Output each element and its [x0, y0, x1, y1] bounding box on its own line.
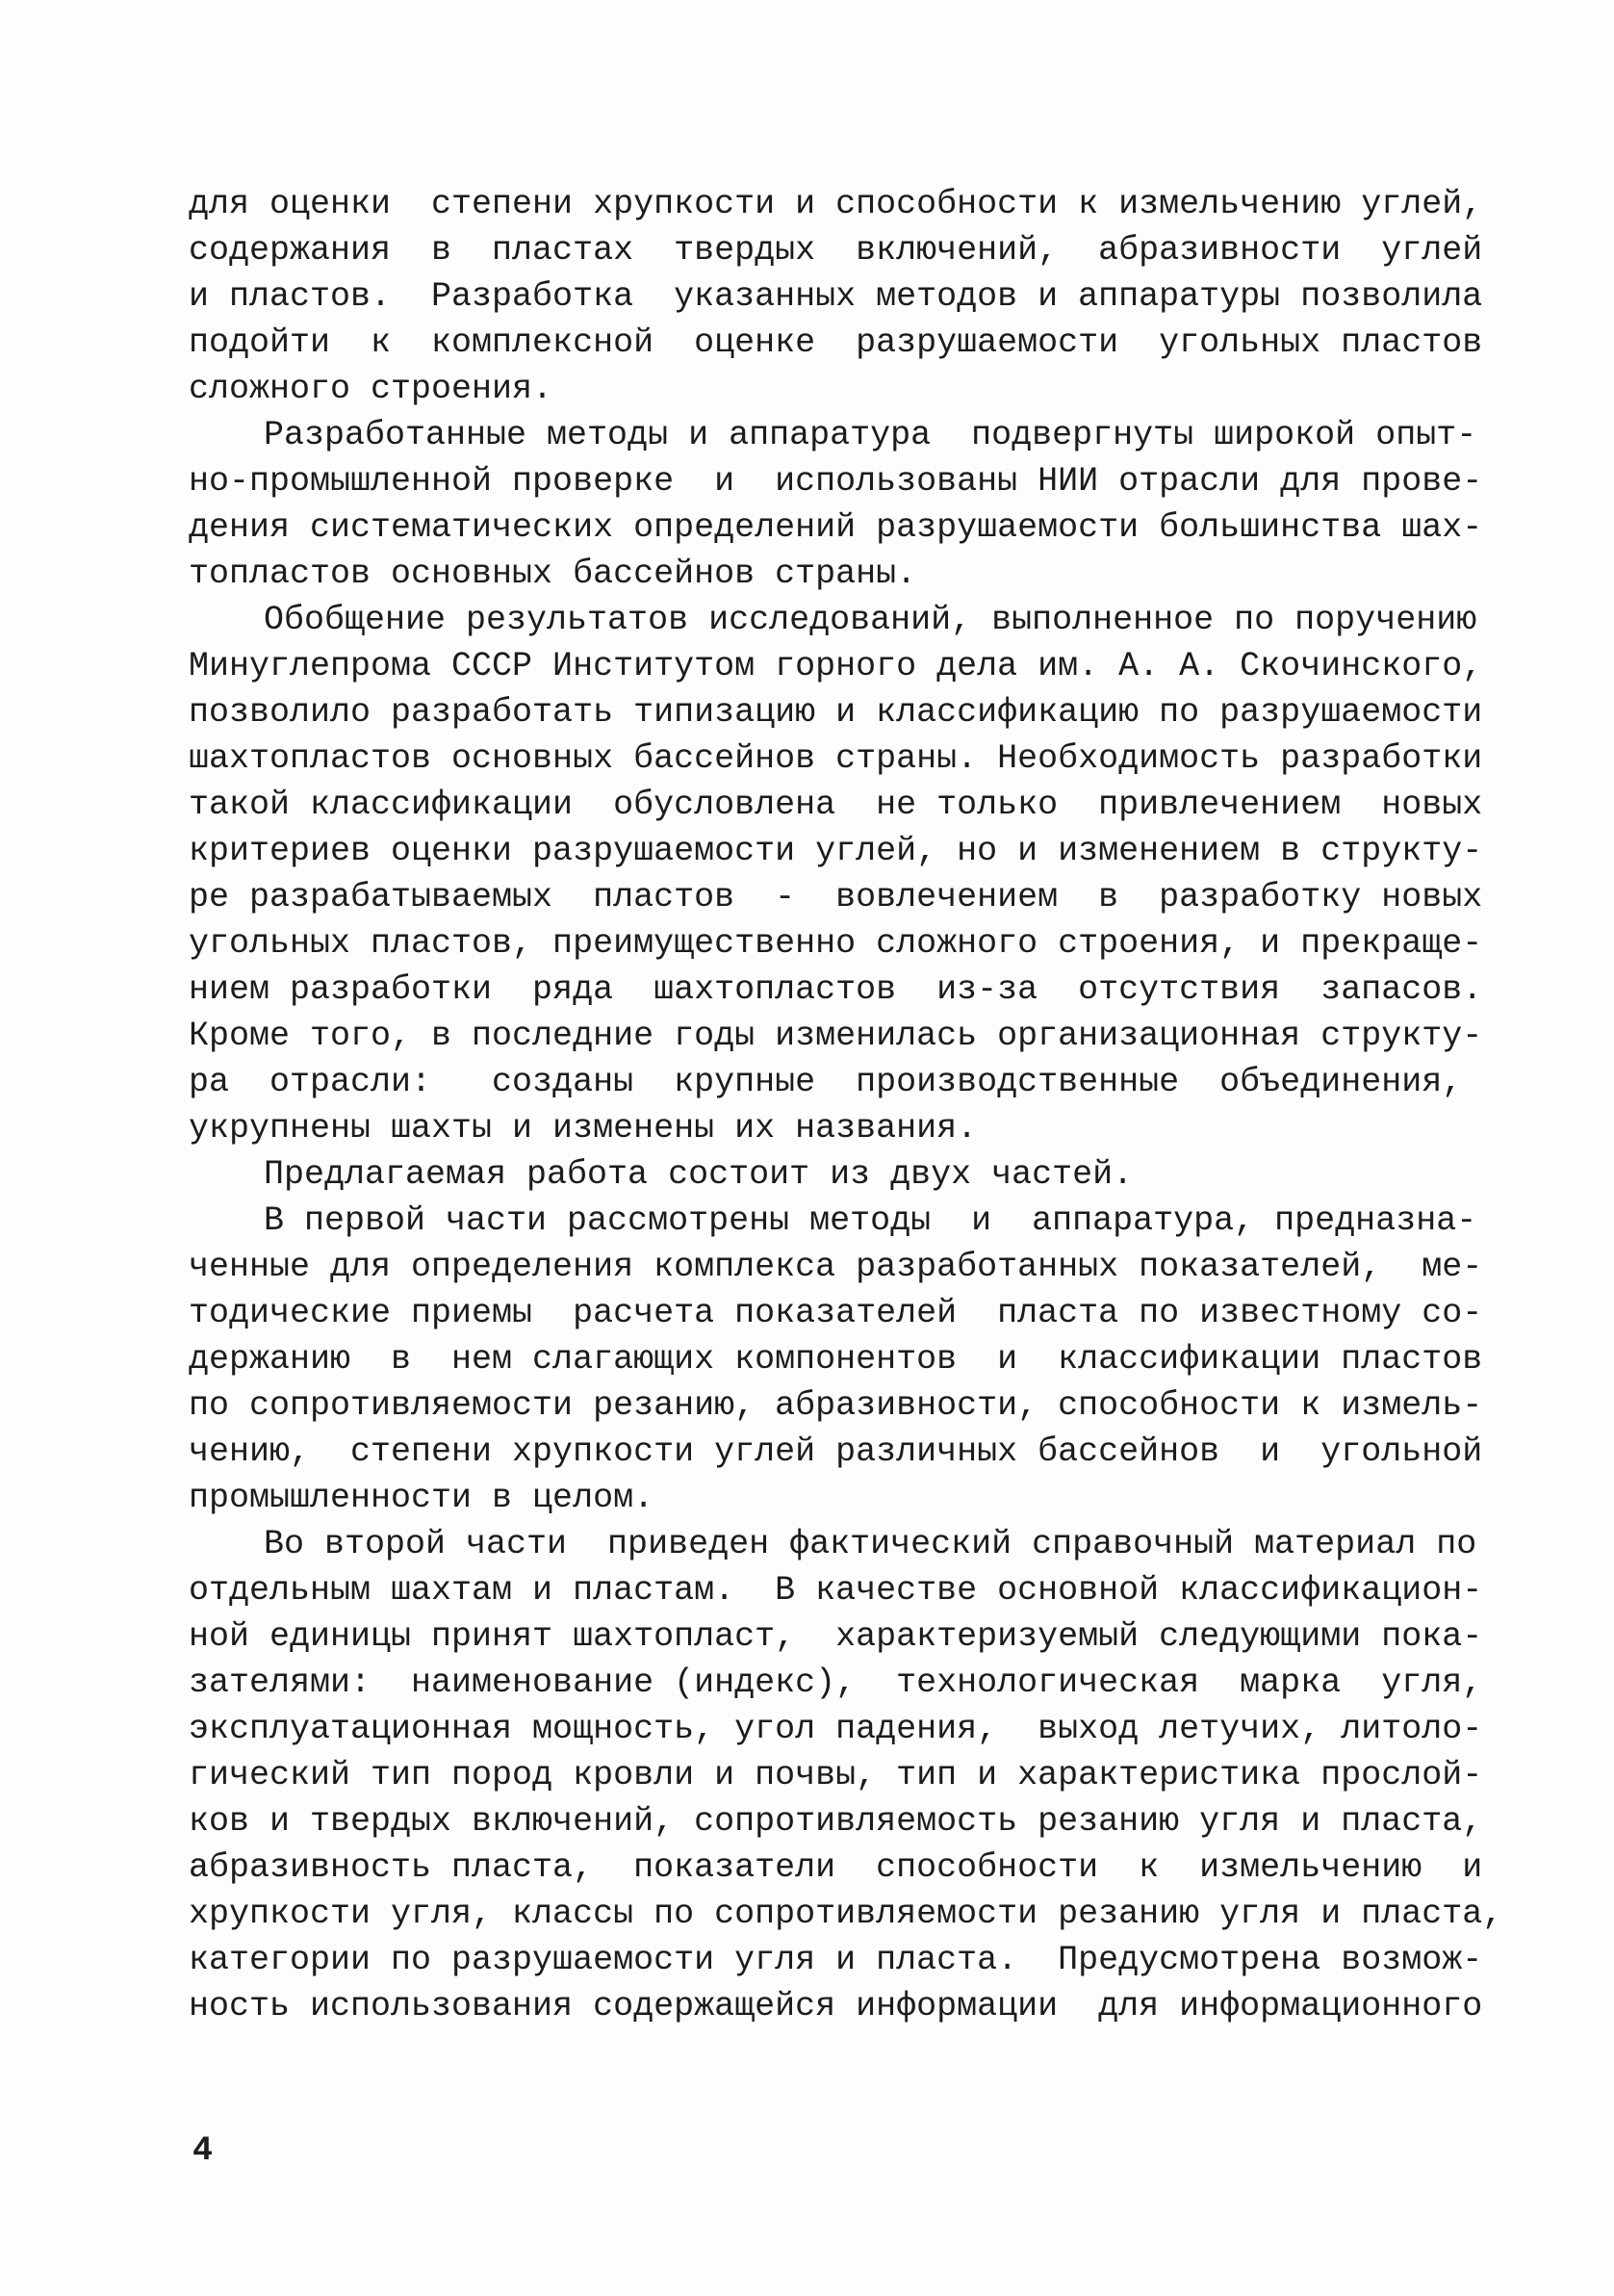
text-line: В первой части рассмотрены методы и аппаратура, предназна-	[264, 1201, 1477, 1240]
text-line: ре разрабатываемых пластов - вовлечением в разработку новых	[189, 878, 1483, 916]
text-line: чению, степени хрупкости углей различных бассейнов и угольной	[189, 1432, 1483, 1471]
text-line: Обобщение результатов исследований, выполненное по поручению	[264, 601, 1477, 639]
text-line: критериев оценки разрушаемости углей, но и изменением в структу-	[189, 832, 1483, 870]
text-line: шахтопластов основных бассейнов страны. Необходимость разработки	[189, 739, 1483, 778]
text-line: дения систематических определений разрушаемости большинства шах-	[189, 508, 1483, 547]
text-line: позволило разработать типизацию и классификацию по разрушаемости	[189, 693, 1483, 732]
text-line: и пластов. Разработка указанных методов и аппаратуры позволила	[189, 277, 1483, 316]
text-line: ков и твердых включений, сопротивляемость резанию угля и пласта,	[189, 1802, 1483, 1841]
text-line: эксплуатационная мощность, угол падения, выход летучих, литоло-	[189, 1710, 1483, 1748]
text-line: промышленности в целом.	[189, 1479, 654, 1517]
text-line: для оценки степени хрупкости и способности к измельчению углей,	[189, 185, 1483, 223]
text-line: но-промышленной проверке и использованы НИИ отрасли для прове-	[189, 462, 1483, 501]
text-line: по сопротивляемости резанию, абразивности, способности к измель-	[189, 1386, 1483, 1425]
text-line: нием разработки ряда шахтопластов из-за отсутствия запасов.	[189, 970, 1483, 1009]
text-line: Минуглепрома СССР Институтом горного дела им. А. А. Скочинского,	[189, 647, 1483, 685]
text-line: содержания в пластах твердых включений, абразивности углей	[189, 231, 1483, 270]
text-line: Во второй части приведен фактический справочный материал по	[264, 1525, 1477, 1563]
text-line: ра отрасли: созданы крупные производственные объединения,	[189, 1063, 1463, 1101]
text-line: такой классификации обусловлена не только привлечением новых	[189, 786, 1483, 824]
text-line: Разработанные методы и аппаратура подвергнуты широкой опыт-	[264, 416, 1477, 454]
text-line: ченные для определения комплекса разработанных показателей, ме-	[189, 1248, 1483, 1286]
text-line: угольных пластов, преимущественно сложного строения, и прекраще-	[189, 924, 1483, 963]
text-line: отдельным шахтам и пластам. В качестве основной классификацион-	[189, 1571, 1483, 1610]
text-line: топластов основных бассейнов страны.	[189, 555, 917, 593]
text-line: ность использования содержащейся информации для информационного	[189, 1987, 1483, 2025]
text-line: укрупнены шахты и изменены их названия.	[189, 1109, 978, 1148]
text-line: сложного строения.	[189, 370, 553, 408]
text-line: Предлагаемая работа состоит из двух частей.	[264, 1155, 1134, 1194]
text-line: хрупкости угля, классы по сопротивляемости резанию угля и пласта,	[189, 1895, 1503, 1933]
text-line: гический тип пород кровли и почвы, тип и характеристика прослой-	[189, 1756, 1483, 1794]
text-line: ной единицы принят шахтопласт, характеризуемый следующими пока-	[189, 1617, 1483, 1656]
body-text	[189, 181, 1503, 2029]
text-line: зателями: наименование (индекс), технологическая марка угля,	[189, 1664, 1483, 1702]
page-number: 4	[192, 2131, 214, 2170]
text-line: держанию в нем слагающих компонентов и классификации пластов	[189, 1340, 1483, 1379]
text-line: категории по разрушаемости угля и пласта. Предусмотрена возмож-	[189, 1941, 1483, 1979]
text-line: абразивность пласта, показатели способности к измельчению и	[189, 1848, 1483, 1887]
text-line: Кроме того, в последние годы изменилась организационная структу-	[189, 1017, 1483, 1055]
text-line: подойти к комплексной оценке разрушаемости угольных пластов	[189, 323, 1483, 362]
text-line: тодические приемы расчета показателей пласта по известному со-	[189, 1294, 1483, 1332]
